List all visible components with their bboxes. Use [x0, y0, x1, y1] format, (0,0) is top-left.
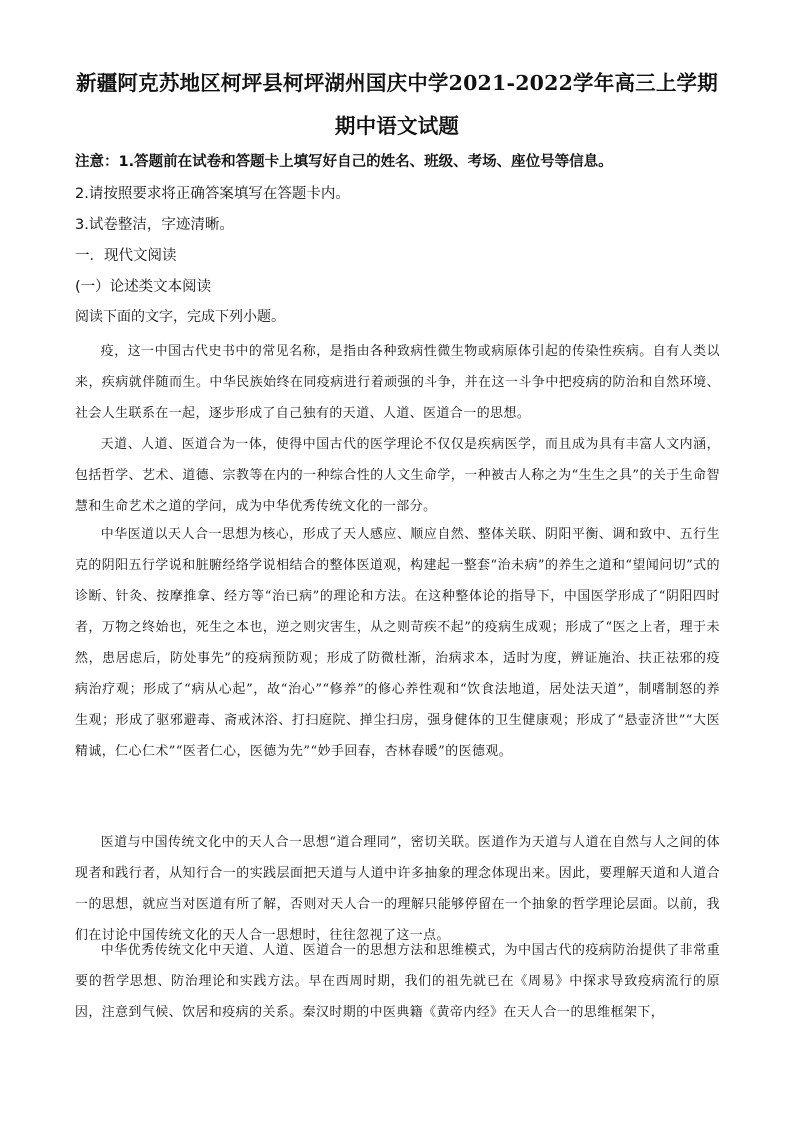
passage-paragraph-5: 中华优秀传统文化中天道、人道、医道合一的思想方法和思维模式，为中国古代的疫病防治提供了非常重要的哲学思想、防治理论和实践方法。早在西周时期，我们的祖先就已在《周易》中探求导致疫病流行的原因，注意到气候、饮居和疫病的关系。秦汉时期的中医典籍《黄帝内经》在天人合一的思维框架下，: [75, 943, 720, 1020]
subsection-heading: (一）论述类文本阅读: [75, 279, 212, 295]
passage-paragraph-1: 疫，这一中国古代史书中的常见名称，是指由各种致病性微生物或病原体引起的传染性疾病。自有人类以来，疾病就伴随而生。中华民族始终在同疫病进行着顽强的斗争，并在这一斗争中把疫病的防治和自然环境、社会人生联系在一起，逐步形成了自己独有的天道、人道、医道合一的思想。: [75, 344, 720, 421]
passage-paragraph-2: 天道、人道、医道合为一体，使得中国古代的医学理论不仅仅是疾病医学，而且成为具有丰富人文内涵，包括哲学、艺术、道德、宗教等在内的一种综合性的人文生命学，一种被古人称之为“生生之具”的关于生命智慧和生命艺术之道的学问，成为中华优秀传统文化的一部分。: [75, 437, 720, 514]
reading-instruction: 阅读下面的文字，完成下列小题。: [75, 309, 285, 325]
note-line-1: 注意：1.答题前在试卷和答题卡上填写好自己的姓名、班级、考场、座位号等信息。: [75, 154, 613, 170]
passage-paragraph-3: 中华医道以天人合一思想为核心，形成了天人感应、顺应自然、整体关联、阴阳平衡、调和致中、五行生克的阴阳五行学说和脏腑经络学说相结合的整体医道观，构建起一整套“治未病”的养生之道和“望闻问切”式的诊断、针灸、按摩推拿、经方等“治已病”的理论和方法。在这种整体论的指导下，中国医学形成了“阴阳四时者，万物之终始也，死生之本也，逆之则灾害生，从之则苛疾不起”的疫病生成观；形成了“医之上者，理于未然，患居虑后，防处事先”的疫病预防观；形成了防微杜渐，治病求本，适时为度，辨证施治、扶正祛邪的疫病治疗观；形成了“病从心起”，故“治心”“修养”的修心养性观和“饮食法地道，居处法天道”，制嗜制怒的养生观；形成了驱邪避毒、斋戒沐浴、打扫庭院、掸尘扫房，强身健体的卫生健康观；形成了“悬壶济世”“大医精诚，仁心仁术”“医者仁心，医德为先”“妙手回春，杏林春暖”的医德观。: [75, 527, 720, 759]
note-line-2: 2.请按照要求将正确答案填写在答题卡内。: [75, 186, 350, 202]
document-title-line-1: 新疆阿克苏地区柯坪县柯坪湖州国庆中学2021-2022学年高三上学期: [76, 71, 718, 95]
document-title-line-2: 期中语文试题: [334, 114, 460, 138]
passage-paragraph-4: 医道与中国传统文化中的天人合一思想“道合理同”，密切关联。医道作为天道与人道在自然与人之间的体现者和践行者，从知行合一的实践层面把天道与人道中许多抽象的理念体现出来。因此，要理解天道和人道合一的思想，就应当对医道有所了解，否则对天人合一的理解只能够停留在一个抽象的哲学理论层面。以前，我们在讨论中国传统文化的天人合一思想时，往往忽视了这一点。: [75, 835, 720, 943]
note-line-3: 3.试卷整洁，字迹清晰。: [75, 217, 234, 233]
section-heading: 一．现代文阅读: [75, 248, 177, 264]
